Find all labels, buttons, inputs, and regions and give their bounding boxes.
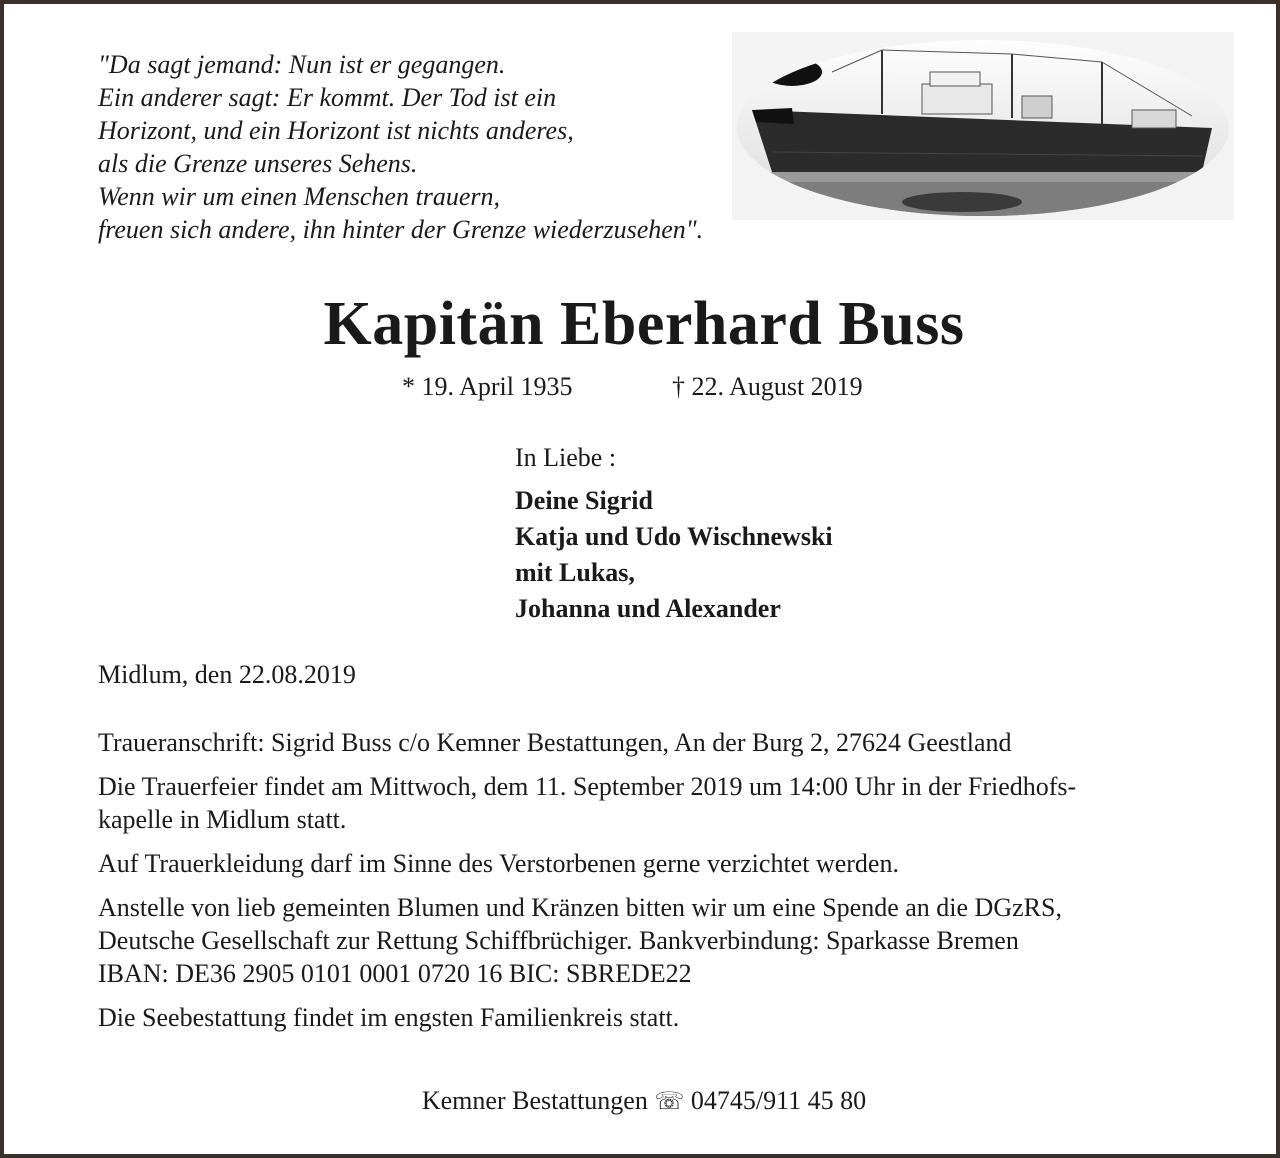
phone-number: 04745/911 45 80 [690, 1086, 867, 1115]
funeral-ceremony [98, 770, 1198, 836]
place-and-date: Midlum, den 22.08.2019 [98, 660, 356, 689]
ship-photo-icon [732, 32, 1234, 220]
notice-details [98, 726, 1198, 1045]
ship-photo [732, 32, 1234, 220]
mourner-name: Johanna und Alexander [515, 594, 781, 623]
mourning-address [98, 726, 1198, 759]
mourner-name: Deine Sigrid [515, 486, 653, 515]
clothing-line: Auf Trauerkleidung darf im Sinne des Verstorbenen gerne verzichtet werden. [98, 849, 899, 878]
mourner-name: Katja und Udo Wischnewski [515, 522, 833, 551]
donation-line: Anstelle von lieb gemeinten Blumen und Kränzen bitten wir um eine Spende an die DGzRS, [98, 893, 1062, 922]
donation-request [98, 891, 1198, 990]
quote-line: als die Grenze unseres Sehens. [98, 149, 418, 178]
birth-date: * 19. April 1935 [402, 372, 573, 401]
ceremony-line: Die Trauerfeier findet am Mittwoch, dem 11. September 2019 um 14:00 Uhr in der Friedhofs- [98, 772, 1077, 801]
mourners-list [515, 440, 833, 627]
donation-line: Deutsche Gesellschaft zur Rettung Schiffbrüchiger. Bankverbindung: Sparkasse Bremen [98, 926, 1019, 955]
funeral-home-contact [4, 1084, 1280, 1119]
poem-quote [98, 48, 738, 246]
quote-line: Wenn wir um einen Menschen trauern, [98, 182, 500, 211]
mourner-name: mit Lukas, [515, 558, 635, 587]
deceased-name: Kapitän Eberhard Buss [323, 290, 965, 358]
funeral-home-name: Kemner Bestattungen [421, 1086, 648, 1115]
quote-line: freuen sich andere, ihn hinter der Grenze wiederzusehen". [98, 215, 704, 244]
clothing-note [98, 847, 1198, 880]
ceremony-line: kapelle in Midlum statt. [98, 805, 347, 834]
mourners-intro: In Liebe : [515, 443, 617, 472]
quote-line: Ein anderer sagt: Er kommt. Der Tod ist ein [98, 83, 557, 112]
burial-line: Die Seebestattung findet im engsten Familienkreis statt. [98, 1003, 680, 1032]
phone-icon: ☏ [654, 1089, 685, 1115]
quote-line: "Da sagt jemand: Nun ist er gegangen. [98, 50, 506, 79]
death-date: † 22. August 2019 [672, 372, 863, 401]
sea-burial-note [98, 1001, 1198, 1034]
address-line: Traueranschrift: Sigrid Buss c/o Kemner Bestattungen, An der Burg 2, 27624 Geestland [98, 728, 1012, 757]
quote-line: Horizont, und ein Horizont ist nichts anderes, [98, 116, 574, 145]
donation-line: IBAN: DE36 2905 0101 0001 0720 16 BIC: SBREDE22 [98, 959, 692, 988]
